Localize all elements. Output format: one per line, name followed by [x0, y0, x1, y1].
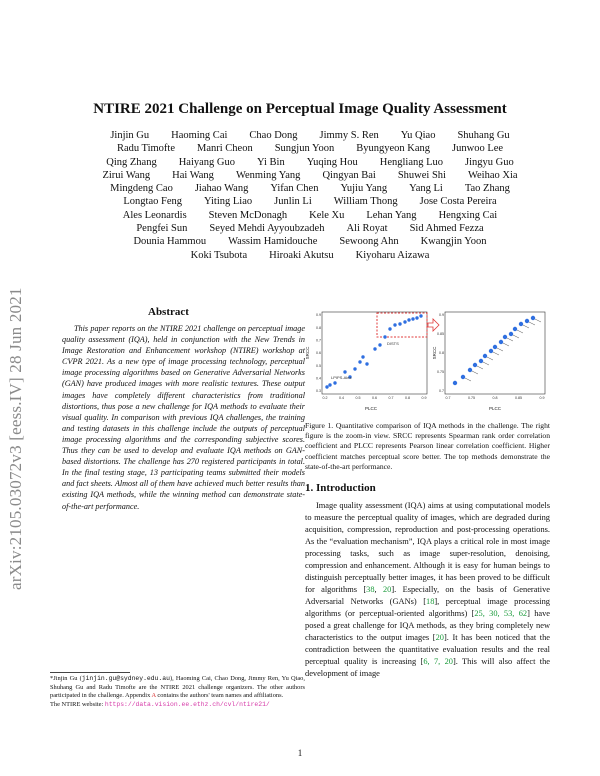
author-name: Hiroaki Akutsu	[269, 249, 334, 261]
tick-label: 0.85	[515, 396, 522, 400]
arxiv-identifier-text: arXiv:2105.03072v3 [eess.IV] 28 Jun 2021	[6, 287, 25, 590]
data-point	[473, 363, 477, 367]
data-point	[325, 385, 328, 388]
tick-label: 0.5	[355, 396, 361, 400]
citation[interactable]: 20	[435, 633, 444, 642]
author-name: Yujiu Yang	[340, 183, 388, 195]
left-plot-frame	[322, 312, 427, 394]
data-point	[403, 320, 406, 323]
author-name: Radu Timofte	[116, 143, 175, 155]
abstract-heading: Abstract	[148, 306, 189, 318]
tick-label: 0.7	[388, 396, 394, 400]
author-name: Yifan Chen	[270, 183, 319, 195]
author-name: Qing Zhang	[106, 156, 157, 168]
author-row	[40, 142, 580, 155]
author-name: Chao Dong	[249, 130, 298, 141]
page-number: 1	[297, 748, 303, 758]
author-name: Shuwei Shi	[397, 169, 446, 181]
author-row	[40, 235, 580, 248]
author-name: Kele Xu	[309, 209, 345, 221]
annotation-lpips: LPIPS-Alex	[331, 375, 352, 380]
author-row	[40, 169, 580, 182]
tick-label: 0.3	[316, 389, 321, 394]
data-point	[468, 368, 472, 372]
author-name: Yuqing Hou	[306, 156, 358, 168]
figure-caption: Figure 1. Quantitative comparison of IQA methods in the challenge. The right figure is the zoom-in view. SRCC represents Spearman rank order correlation coefficient and PLCC represents Pearson linear correlation coefficient. Higher coefficient matches perceptual score better. The top methods demonstrate the state-of-the-art performance.	[305, 421, 550, 471]
tick-label: 0.4	[316, 376, 321, 381]
data-point	[388, 327, 391, 330]
left-yticks	[316, 313, 321, 393]
author-name: Wassim Hamidouche	[228, 236, 318, 248]
right-plot	[432, 312, 545, 411]
author-row	[40, 195, 580, 208]
author-name: Kwangjin Yoon	[420, 236, 487, 248]
footnote-website-link[interactable]: https://data.vision.ee.ethz.ch/cvl/ntire21/	[104, 700, 270, 708]
author-name: Longtao Feng	[123, 196, 183, 208]
tick-label: 0.9	[316, 313, 321, 318]
footnote-rule	[50, 672, 130, 673]
paper-title: NTIRE 2021 Challenge on Perceptual Image Quality Assessment	[93, 101, 507, 117]
footnote-text-b: ), Haoming Cai, Chao Dong, Jimmy Ren, Yu Qiao, Shuhang Gu and Radu Timofte are the NTIRE 2021 challenge organizers. The other authors participated in the challenge. Appendix	[50, 675, 305, 700]
author-name: Weihao Xia	[467, 169, 518, 181]
tick-label: 0.75	[437, 370, 444, 375]
data-point	[519, 322, 523, 326]
author-name: Junlin Li	[274, 196, 312, 208]
intro-text-2: ,	[374, 585, 383, 594]
data-point	[353, 367, 356, 370]
author-name: Yi Bin	[256, 156, 285, 168]
data-point	[513, 327, 517, 331]
author-list	[40, 129, 580, 262]
tick-label: 0.7	[316, 338, 321, 343]
footnote-text-c: contains the authors' team names and affiliations.	[157, 692, 284, 700]
author-name: Qingyan Bai	[322, 169, 376, 181]
citation[interactable]: 38	[366, 585, 375, 594]
author-name: Jimmy S. Ren	[319, 130, 379, 141]
data-point	[415, 316, 418, 319]
author-name: Steven McDonagh	[208, 209, 288, 221]
author-name: Jiahao Wang	[194, 183, 249, 195]
data-point	[398, 322, 401, 325]
author-row	[40, 209, 580, 222]
annotation-dists: DISTS	[387, 341, 399, 346]
data-point	[503, 335, 507, 339]
author-name: Hengxing Cai	[438, 209, 498, 221]
section-heading-introduction: 1. Introduction	[305, 482, 376, 494]
data-point	[419, 314, 422, 317]
data-point	[493, 345, 497, 349]
author-name: Sewoong Ahn	[339, 236, 399, 248]
data-point	[489, 349, 493, 353]
data-point	[383, 335, 386, 338]
author-name: Ales Leonardis	[122, 209, 187, 221]
citation[interactable]: 25, 30, 53, 62	[474, 609, 528, 618]
author-name: Yu Qiao	[400, 130, 436, 141]
data-point	[361, 355, 364, 358]
author-name: Koki Tsubota	[190, 249, 248, 261]
author-name: Jose Costa Pereira	[419, 196, 497, 208]
tick-label: 0.7	[445, 396, 451, 400]
appendix-link[interactable]: A	[151, 692, 156, 700]
footnote-text-a: *Jinjin Gu (	[50, 675, 82, 682]
tick-label: 0.75	[468, 396, 475, 400]
author-name: Byungyeon Kang	[356, 143, 431, 155]
author-name: Sungjun Yoon	[274, 143, 335, 155]
data-point	[499, 340, 503, 344]
data-point	[378, 343, 381, 346]
author-name: Mingdeng Cao	[110, 183, 173, 195]
tick-label: 0.5	[316, 363, 321, 368]
introduction-text	[305, 500, 550, 680]
intro-text-4: ], perceptual image processing algorithms (or perceptual-oriented algorithms) [	[305, 597, 550, 618]
author-name: Pengfei Sun	[136, 223, 188, 235]
data-point	[328, 383, 331, 386]
data-point	[525, 319, 529, 323]
author-name: Tao Zhang	[464, 183, 510, 195]
author-name: Jingyu Guo	[465, 156, 514, 168]
intro-text-3: ]. Especially, on the basis of Generative Adversarial Networks (GANs) [	[305, 585, 550, 606]
right-yticks	[437, 313, 444, 393]
author-name: Haoming Cai	[171, 130, 228, 141]
tick-label: 0.8	[316, 325, 321, 330]
citation[interactable]: 6, 7, 20	[423, 657, 453, 666]
author-name: Dounia Hammou	[133, 236, 207, 248]
tick-label: 0.4	[339, 396, 344, 400]
tick-label: 0.9	[421, 396, 427, 400]
author-row	[40, 156, 580, 169]
data-point	[453, 381, 457, 385]
data-point	[479, 359, 483, 363]
author-name: Manri Cheon	[197, 143, 253, 155]
data-point	[411, 317, 414, 320]
data-point	[373, 347, 376, 350]
data-point	[333, 381, 336, 384]
author-name: William Thong	[333, 196, 398, 208]
figure-1	[305, 307, 550, 417]
author-row	[40, 129, 580, 142]
right-xlabel: PLCC	[488, 406, 502, 411]
author-name: Sid Ahmed Fezza	[409, 223, 484, 235]
arxiv-identifier	[6, 210, 30, 590]
author-name: Yang Li	[409, 183, 443, 195]
author-name: Haiyang Guo	[178, 156, 235, 168]
author-name: Jinjin Gu	[110, 130, 150, 141]
footnote-email[interactable]: jinjin.gu@sydney.edu.au	[81, 675, 170, 682]
intro-text-6: ]. It has been noticed that the contradiction between the quantitative evaluation results and the real perceptual quality is increasing [	[305, 633, 550, 666]
abstract-text: This paper reports on the NTIRE 2021 challenge on perceptual image quality assessment (IQA), held in conjunction with the New Trends in Image Restoration and Enhancement workshop (NTIRE) workshop at CVPR 2021. As a new type of image processing technology, perceptual image processing algorithms based on Generative Adversarial Networks (GAN) have produced images with more realistic textures. These output images have completely different characteristics from traditional distortions, thus pose a new challenge for IQA methods to evaluate their visual quality. In comparison with previous IQA challenges, the training and testing datasets in this challenge include the outputs of perceptual image processing algorithms and the corresponding subjective scores. Thus they can be used to develop and evaluate IQA methods on GAN-based distortions. The challenge has 270 registered participants in total. In the final testing stage, 13 participating teams submitted their models and fact sheets. Almost all of them have achieved much better results than existing IQA methods, while the winning method can demonstrate state-of-the-art performance.	[62, 324, 305, 511]
data-point	[358, 360, 361, 363]
right-ylabel: SRCC	[432, 346, 437, 360]
author-name: Yiting Liao	[204, 196, 253, 208]
author-row	[40, 222, 580, 235]
intro-text-7: ]. This will also affect the development of image	[305, 657, 550, 678]
author-name: Hengliang Luo	[379, 156, 444, 168]
data-point	[483, 354, 487, 358]
left-xlabel: PLCC	[364, 406, 378, 411]
author-name: Lehan Yang	[366, 209, 417, 221]
tick-label: 0.6	[372, 396, 377, 400]
author-row	[40, 249, 580, 262]
zoom-arrow-icon	[428, 319, 439, 331]
intro-text-5: ] have posed a great challenge for IQA methods, as they bring completely new characteristics to the output images [	[305, 609, 551, 642]
left-xticks	[323, 396, 427, 400]
tick-label: 0.8	[439, 351, 444, 356]
footnote-organizers	[50, 675, 305, 701]
footnote-website	[50, 701, 305, 710]
footnote	[50, 675, 305, 709]
tick-label: 0.9	[539, 396, 545, 400]
citation[interactable]: 20	[382, 585, 392, 594]
author-name: Seyed Mehdi Ayyoubzadeh	[209, 223, 325, 235]
intro-text-1: Image quality assessment (IQA) aims at using computational models to measure the perceptual quality of images, which are degraded during acquisition, compression, reproduction and post-processing operations. As the “evaluation mechanism”, IQA plays a critical role in most image processing tasks, such as image super-resolution, denoising, compression and enhancement. Although it is easy for human beings to distinguish perceptually better images, it has been proved to be difficult for algorithms [	[305, 501, 550, 594]
tick-label: 0.2	[322, 396, 328, 400]
data-point	[531, 316, 535, 320]
author-name: Kiyoharu Aizawa	[355, 249, 430, 261]
data-point	[461, 375, 465, 379]
author-row	[40, 182, 580, 195]
author-name: Hai Wang	[172, 169, 214, 181]
tick-label: 0.6	[316, 351, 321, 356]
author-name: Shuhang Gu	[457, 130, 510, 141]
data-point	[407, 318, 410, 321]
author-name: Wenming Yang	[235, 169, 301, 181]
citation[interactable]: 18	[426, 597, 435, 606]
footnote-website-label: The NTIRE website:	[50, 700, 104, 708]
tick-label: 0.85	[437, 332, 444, 337]
data-point	[343, 370, 346, 373]
author-name: Junwoo Lee	[452, 143, 504, 155]
tick-label: 0.7	[439, 389, 444, 394]
data-point	[509, 332, 513, 336]
left-plot	[305, 312, 427, 411]
right-xticks	[446, 396, 545, 400]
tick-label: 0.8	[492, 396, 498, 400]
author-name: Zirui Wang	[102, 169, 151, 181]
tick-label: 0.9	[439, 313, 444, 318]
left-ylabel: SRCC	[305, 346, 310, 360]
data-point	[393, 323, 396, 326]
author-name: Ali Royat	[346, 223, 388, 235]
data-point	[365, 362, 368, 365]
tick-label: 0.8	[405, 396, 410, 400]
